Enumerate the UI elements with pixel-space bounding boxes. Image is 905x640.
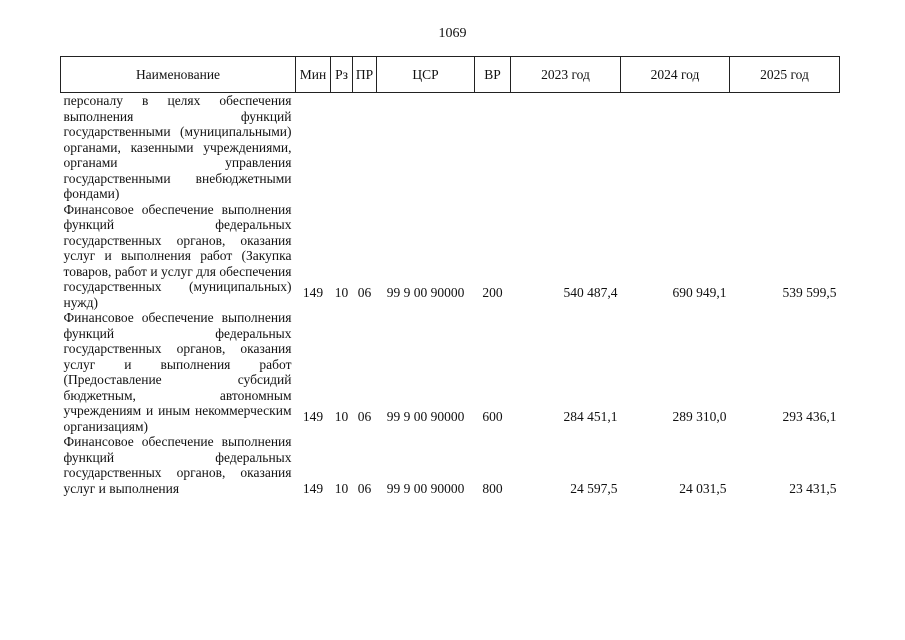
row-name: Финансовое обеспечение выполнения функций федеральных государственных органов, оказания услуг и выполнения работ (Предоставление субсидий бюджетным, автономным учреждениям и иным некоммерческим организациям)	[63, 310, 292, 434]
header-2023: 2023 год	[511, 57, 621, 93]
row-min: 149	[302, 480, 324, 496]
table-row	[61, 310, 840, 434]
row-2024	[621, 93, 730, 202]
row-2023	[511, 93, 621, 202]
page-number: 1069	[438, 26, 467, 41]
table-row	[61, 202, 840, 311]
row-pr: 06	[357, 284, 372, 300]
header-min: Мин	[296, 57, 331, 93]
row-vr: 600	[482, 408, 503, 424]
row-pr	[353, 93, 377, 202]
row-2023: 284 451,1	[563, 408, 618, 424]
budget-table	[60, 56, 840, 496]
table-row	[61, 434, 840, 496]
row-2024: 289 310,0	[672, 408, 727, 424]
row-rz	[331, 93, 353, 202]
row-2025	[730, 93, 840, 202]
header-vr: ВР	[475, 57, 511, 93]
row-pr: 06	[357, 480, 372, 496]
header-rz: Рз	[331, 57, 353, 93]
row-min: 149	[302, 284, 324, 300]
header-name: Наименование	[61, 57, 296, 93]
row-vr: 800	[482, 480, 503, 496]
row-rz: 10	[334, 408, 349, 424]
row-2023: 24 597,5	[570, 480, 618, 496]
header-csr: ЦСР	[377, 57, 475, 93]
row-2025: 23 431,5	[789, 480, 837, 496]
row-vr	[475, 93, 511, 202]
row-2024: 24 031,5	[679, 480, 727, 496]
row-rz: 10	[334, 480, 349, 496]
row-min	[296, 93, 331, 202]
row-min: 149	[302, 408, 324, 424]
row-name: персоналу в целях обеспечения выполнения функций государственными (муниципальными) органами, казенными учреждениями, органами управления государственными внебюджетными фондами)	[63, 93, 292, 201]
row-vr: 200	[482, 284, 503, 300]
row-csr	[377, 93, 475, 202]
row-rz: 10	[334, 284, 349, 300]
row-name: Финансовое обеспечение выполнения функций федеральных государственных органов, оказания услуг и выполнения работ (Закупка товаров, работ и услуг для обеспечения государственных (муниципальных) нужд)	[63, 201, 292, 310]
header-2025: 2025 год	[730, 57, 840, 93]
row-2024: 690 949,1	[672, 284, 727, 300]
row-csr: 99 9 00 90000	[386, 408, 465, 424]
header-2024: 2024 год	[621, 57, 730, 93]
row-2025: 539 599,5	[782, 284, 837, 300]
row-name: Финансовое обеспечение выполнения функций федеральных государственных органов, оказания услуг и выполнения	[63, 434, 292, 496]
table-row	[61, 93, 840, 202]
table-header-row	[61, 57, 840, 93]
row-2023: 540 487,4	[563, 284, 618, 300]
row-csr: 99 9 00 90000	[386, 284, 465, 300]
row-csr: 99 9 00 90000	[386, 480, 465, 496]
header-pr: ПР	[353, 57, 377, 93]
row-pr: 06	[357, 408, 372, 424]
row-2025: 293 436,1	[782, 408, 837, 424]
